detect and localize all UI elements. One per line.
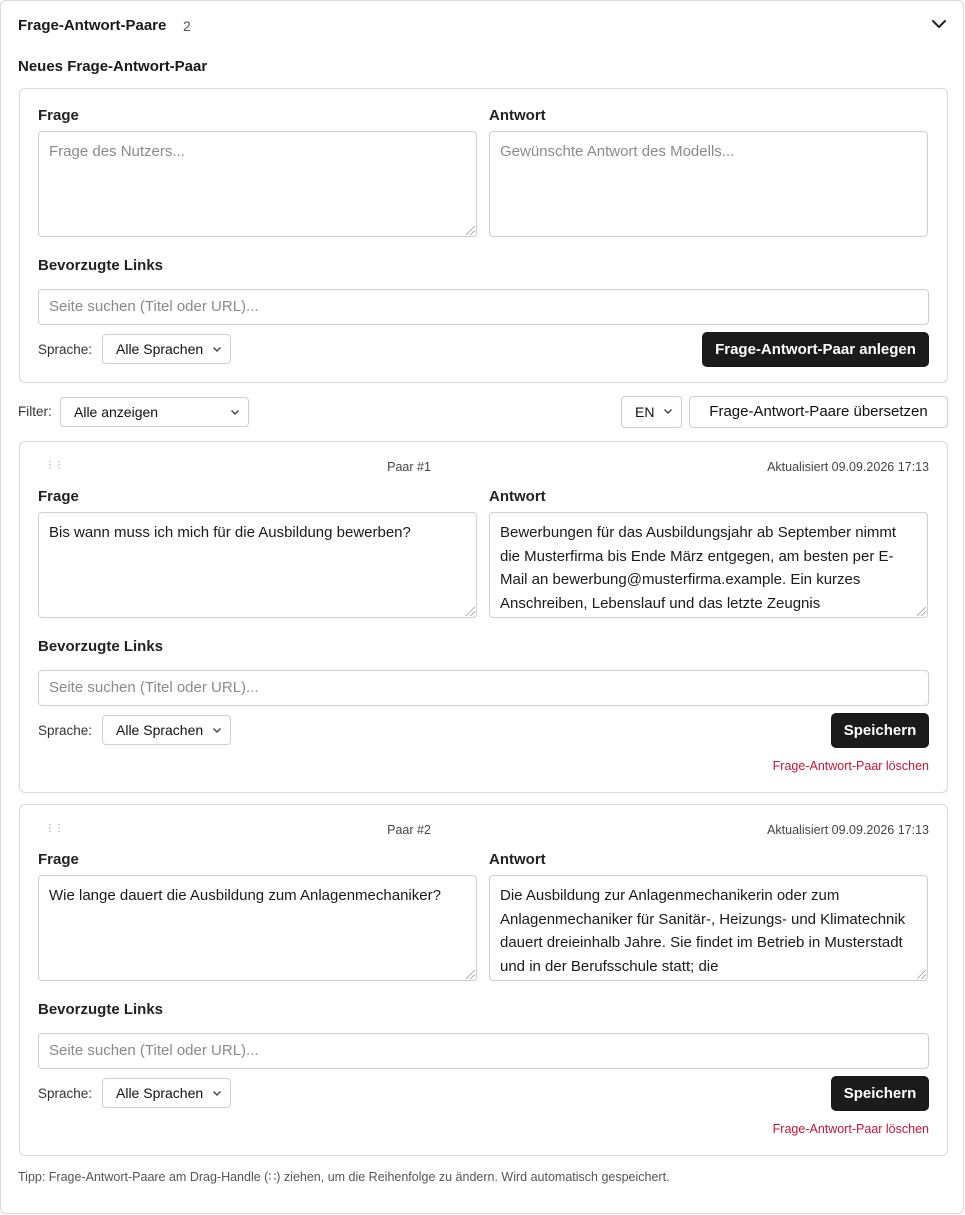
question-label: Frage xyxy=(38,488,79,505)
language-label: Sprache: xyxy=(38,1086,93,1101)
preferred-links-label: Bevorzugte Links xyxy=(38,638,164,655)
save-button[interactable]: Speichern xyxy=(831,1076,929,1111)
pair-card-1 xyxy=(19,441,948,793)
chevron-down-icon xyxy=(663,406,673,416)
chevron-down-icon xyxy=(212,725,222,735)
filter-select[interactable] xyxy=(60,397,249,427)
create-pair-button[interactable]: Frage-Antwort-Paar anlegen xyxy=(702,332,929,367)
pair-count-badge: 2 xyxy=(183,18,191,34)
translate-pairs-button[interactable]: Frage-Antwort-Paare übersetzen xyxy=(689,396,948,428)
updated-timestamp: Aktualisiert 09.09.2026 17:13 xyxy=(767,823,929,837)
answer-label: Antwort xyxy=(489,851,546,868)
question-text: Bis wann muss ich mich für die Ausbildung bewerben? xyxy=(49,524,411,541)
filter-select-value: Alle anzeigen xyxy=(74,404,159,420)
links-search-input[interactable]: Seite suchen (Titel oder URL)... xyxy=(38,1033,929,1069)
language-select-value: Alle Sprachen xyxy=(116,722,204,738)
delete-pair-link[interactable]: Frage-Antwort-Paar löschen xyxy=(772,759,929,773)
panel-title: Frage-Antwort-Paare xyxy=(18,17,167,34)
target-language-select[interactable] xyxy=(621,396,682,428)
question-textarea[interactable] xyxy=(38,512,477,618)
pair-title: Paar #1 xyxy=(387,460,431,474)
language-label: Sprache: xyxy=(38,342,93,357)
chevron-down-icon xyxy=(212,1088,222,1098)
collapse-chevron-icon[interactable] xyxy=(930,15,948,33)
links-search-input[interactable]: Seite suchen (Titel oder URL)... xyxy=(38,670,929,706)
language-select-value: Alle Sprachen xyxy=(116,1085,204,1101)
new-question-textarea[interactable]: Frage des Nutzers... xyxy=(38,131,477,237)
chevron-down-icon xyxy=(212,344,222,354)
answer-text: Die Ausbildung zur Anlagenmechanikerin oder zum Anlagenmechaniker für Sanitär-, Heizungs- und Klimatechnik dauert dreieinhalb Jahre. Sie findet im Betrieb in Musterstadt und in der Berufsschule statt; die xyxy=(500,887,906,975)
language-label: Sprache: xyxy=(38,723,93,738)
language-select[interactable] xyxy=(102,334,231,364)
answer-text: Bewerbungen für das Ausbildungsjahr ab September nimmt die Musterfirma bis Ende März entgegen, am besten per E-Mail an bewerbung@musterfirma.example. Ein kurzes Anschreiben, Lebenslauf und das letzte Zeugnis xyxy=(500,524,897,612)
save-button[interactable]: Speichern xyxy=(831,713,929,748)
answer-textarea[interactable] xyxy=(489,875,928,981)
question-text: Wie lange dauert die Ausbildung zum Anlagenmechaniker? xyxy=(49,887,441,904)
preferred-links-label: Bevorzugte Links xyxy=(38,257,164,274)
answer-textarea[interactable] xyxy=(489,512,928,618)
question-textarea[interactable] xyxy=(38,875,477,981)
answer-label: Antwort xyxy=(489,107,546,124)
links-search-input[interactable]: Seite suchen (Titel oder URL)... xyxy=(38,289,929,325)
delete-pair-link[interactable]: Frage-Antwort-Paar löschen xyxy=(772,1122,929,1136)
target-language-value: EN xyxy=(635,404,655,420)
filter-label: Filter: xyxy=(18,404,52,419)
chevron-down-icon xyxy=(230,407,240,417)
language-select[interactable] xyxy=(102,1078,231,1108)
reorder-tip: Tipp: Frage-Antwort-Paare am Drag-Handle (∷) ziehen, um die Reihenfolge zu ändern. Wird automatisch gespeichert. xyxy=(18,1170,670,1184)
new-pair-card xyxy=(19,88,948,383)
drag-handle-icon[interactable]: ⋮⋮ xyxy=(45,823,63,834)
question-label: Frage xyxy=(38,851,79,868)
drag-handle-icon[interactable]: ⋮⋮ xyxy=(45,460,63,471)
pair-card-2 xyxy=(19,804,948,1156)
language-select-value: Alle Sprachen xyxy=(116,341,204,357)
answer-label: Antwort xyxy=(489,488,546,505)
pair-title: Paar #2 xyxy=(387,823,431,837)
new-answer-textarea[interactable]: Gewünschte Antwort des Modells... xyxy=(489,131,928,237)
new-pair-section-title: Neues Frage-Antwort-Paar xyxy=(18,58,208,75)
language-select[interactable] xyxy=(102,715,231,745)
preferred-links-label: Bevorzugte Links xyxy=(38,1001,164,1018)
question-label: Frage xyxy=(38,107,79,124)
updated-timestamp: Aktualisiert 09.09.2026 17:13 xyxy=(767,460,929,474)
